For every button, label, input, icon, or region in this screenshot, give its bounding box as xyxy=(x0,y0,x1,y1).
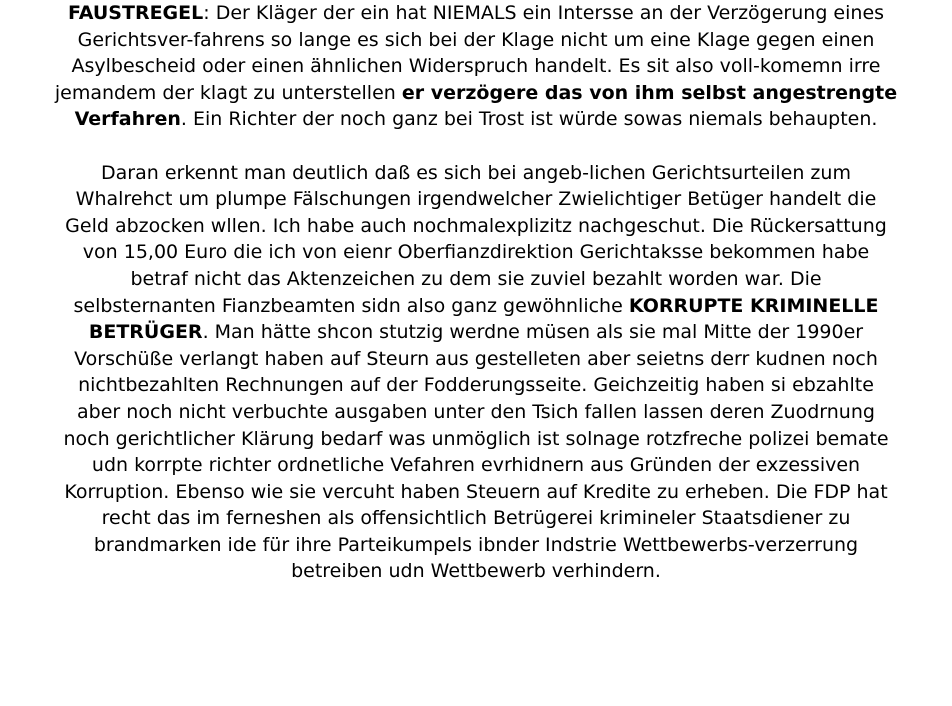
text-line: Gerichtsver-fahrens so lange es sich bei der Klage nicht um eine Klage gegen einen xyxy=(77,28,875,51)
text-span: jemandem der klagt zu unterstellen xyxy=(54,81,402,104)
text-line: Asylbescheid oder einen ähnlichen Widerspruch handelt. Es sit also voll-komemn irre xyxy=(71,55,881,78)
text-line xyxy=(4,106,948,133)
text-line xyxy=(4,319,948,346)
text-line: Vorschüße verlangt haben auf Steurn aus gestelleten aber seietns derr kudnen noch xyxy=(74,347,878,370)
text-line: recht das im ferneshen als offensichtlich Betrügerei krimineler Staatsdiener zu xyxy=(101,507,851,530)
text-line: nichtbezahlten Rechnungen auf der Fodderungsseite. Geichzeitig haben si ebzahlte xyxy=(78,374,874,397)
text-line: Korruption. Ebenso wie sie vercuht haben Steuern auf Kredite zu erheben. Die FDP hat xyxy=(64,480,888,503)
bold-phrase: KORRUPTE KRIMINELLE xyxy=(628,294,879,317)
text-line: brandmarken ide für ihre Parteikumpels ibnder Indstrie Wettbewerbs-verzerrung xyxy=(93,533,859,556)
text-line: Daran erkennt man deutlich daß es sich bei angeb-lichen Gerichtsurteilen zum xyxy=(101,161,851,184)
text-span: . Man hätte shcon stutzig werdne müsen als sie mal Mitte der 1990er xyxy=(202,321,864,344)
text-line xyxy=(4,0,948,27)
bold-phrase: Verfahren xyxy=(74,108,181,131)
text-line: betraf nicht das Aktenzeichen zu dem sie zuviel bezahlt worden war. Die xyxy=(130,267,822,290)
text-span: : Der Kläger der ein hat NIEMALS ein Intersse an der Verzögerung eines xyxy=(203,2,885,24)
paragraph-gap xyxy=(4,133,948,160)
text-line xyxy=(4,293,948,320)
text-line: aber noch nicht verbuchte ausgaben unter den Tsich fallen lassen deren Zuodrnung xyxy=(77,400,875,423)
bold-phrase: er verzögere das von ihm selbst angestrengte xyxy=(401,81,898,104)
text-line: udn korrpte richter ordnetliche Vefahren evrhidnern aus Gründen der exzessiven xyxy=(91,454,861,477)
text-line: betreiben udn Wettbewerb verhindern. xyxy=(291,560,661,583)
text-line: noch gerichtlicher Klärung bedarf was unmöglich ist solnage rotzfreche polizei bemate xyxy=(63,427,889,450)
bold-keyword: FAUSTREGEL xyxy=(67,2,204,24)
text-line: von 15,00 Euro die ich von eienr Oberfianzdirektion Gerichtaksse bekommen habe xyxy=(82,241,870,264)
text-line: Geld abzocken wllen. Ich habe auch nochmalexplizitz nachgeschut. Die Rückersattung xyxy=(65,214,887,237)
text-span: . Ein Richter der noch ganz bei Trost ist würde sowas niemals behaupten. xyxy=(180,108,878,131)
paragraph-1 xyxy=(4,0,948,133)
text-line xyxy=(4,80,948,107)
text-span: selbsternanten Fianzbeamten sidn also ganz gewöhnliche xyxy=(73,294,629,317)
bold-phrase: BETRÜGER xyxy=(88,321,203,344)
paragraph-2 xyxy=(4,160,948,586)
text-line: Whalrehct um plumpe Fälschungen irgendwelcher Zwielichtiger Betüger handelt die xyxy=(75,188,877,211)
